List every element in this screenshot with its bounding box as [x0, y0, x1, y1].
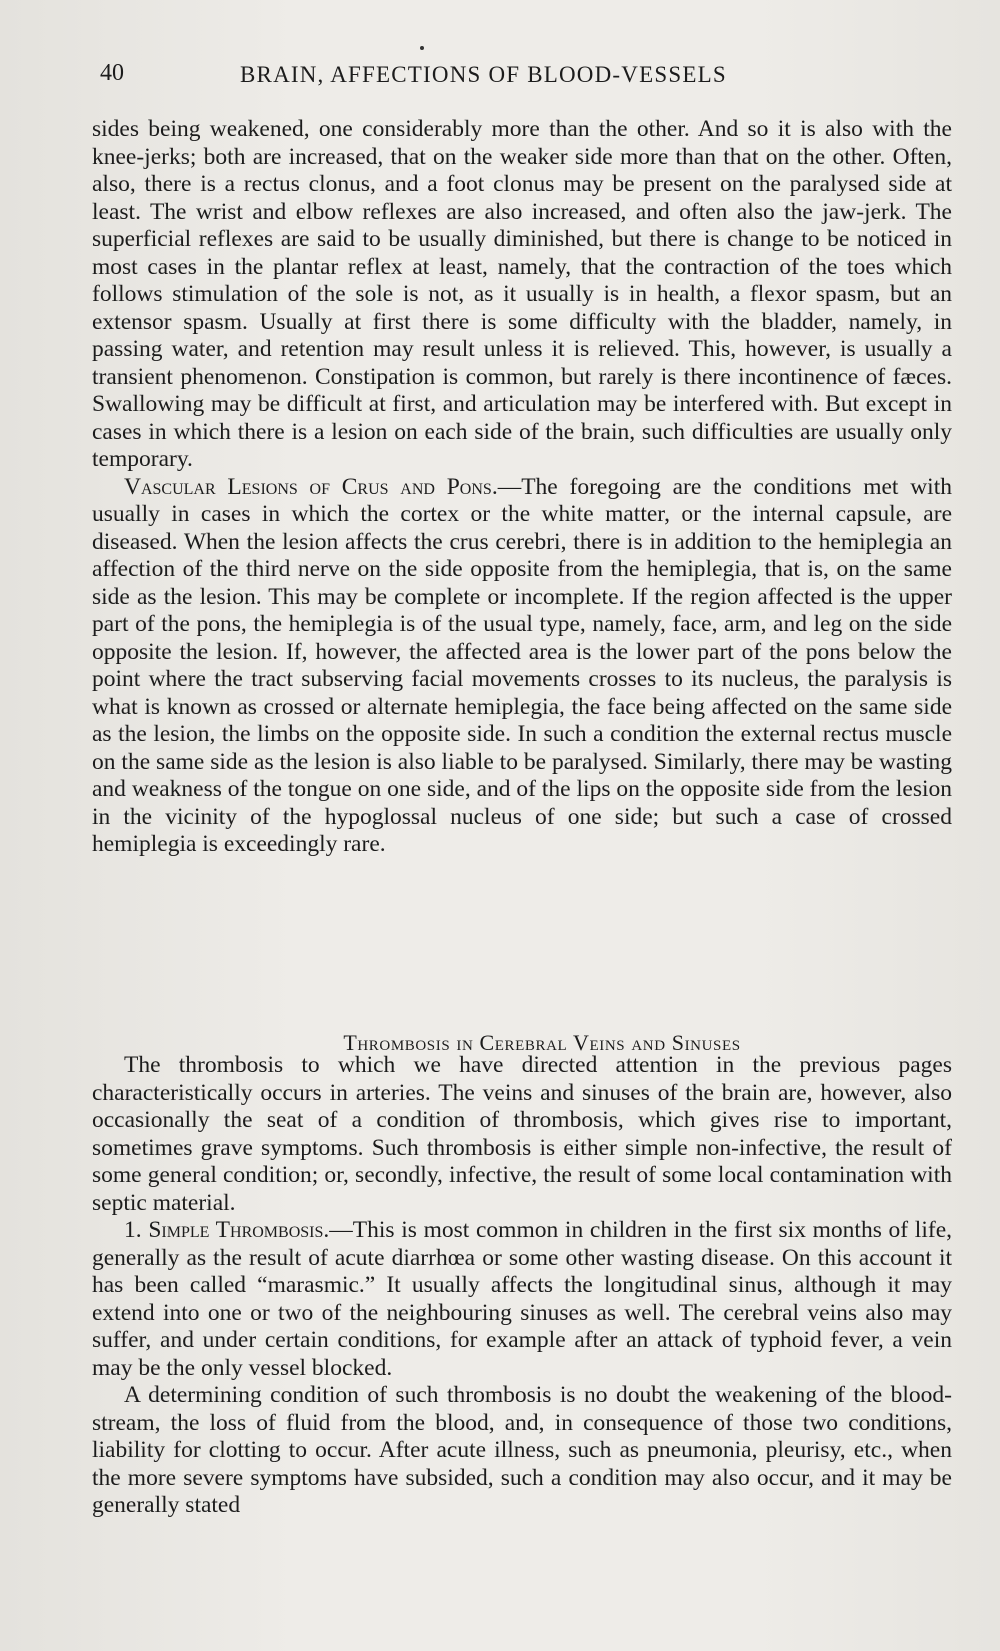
paragraph-reflexes: sides being weakened, one considerably more than the other. And so it is also with the knee-jerks; both are increased, that on the weaker side more than that on the other. Often, also, there is a rectus clonus, and a foot clonus may be present on the paralysed side at least. The wrist and elbow reflexes are also increased, and often also the jaw-jerk. The superficial reflexes are said to be usually diminished, but there is change to be noticed in most cases in the plantar reflex at least, namely, that the contraction of the toes which follows stimulation of the sole is not, as it usually is in health, a flexor spasm, but an extensor spasm. Usually at first there is some difficulty with the bladder, namely, in passing water, and retention may result unless it is relieved. This, however, is usually a transient phenomenon. Constipation is common, but rarely is there incontinence of fæces. Swallowing may be difficult at first, and articulation may be interfered with. But except in cases in which there is a lesion on each side of the brain, such difficulties are usually only temporary. [92, 116, 952, 472]
paragraph-lead-vascular-lesions: Vascular Lesions of Crus and Pons. [124, 473, 498, 500]
page-header [100, 60, 860, 100]
paragraph-crus-pons [92, 474, 952, 859]
printer-mark [420, 46, 424, 50]
paragraph-thrombosis-intro: The thrombosis to which we have directed attention in the previous pages characteristically occurs in arteries. The veins and sinuses of the brain are, however, also occasionally the seat of a condition of thrombosis, which gives rise to important, sometimes grave symptoms. Such thrombosis is either simple non-infective, the result of some general condition; or, secondly, infective, the result of some local contamination with septic material. [92, 1052, 952, 1216]
paragraph-simple-thrombosis-body: —This is most common in children in the first six months of life, generally as the result of acute diarrhœa or some other wasting disease. On this account it has been called “marasmic.” It usually affects the longitudinal sinus, although it may extend into one or two of the neighbouring sinuses as well. The cerebral veins also may suffer, and under certain conditions, for example after an attack of typhoid fever, a vein may be the only vessel blocked. [92, 1217, 952, 1381]
text-block-lower [92, 1052, 952, 1520]
paragraph-lead-simple-thrombosis: 1. Simple Thrombosis. [124, 1217, 330, 1243]
paragraph-determining-condition: A determining condition of such thrombosis is no doubt the weakening of the blood-stream, the loss of fluid from the blood, and, in consequence of those two conditions, liability for clotting to occur. After acute illness, such as pneumonia, pleurisy, etc., when the more severe symptoms have subsided, such a condition may also occur, and it may be generally stated [92, 1382, 952, 1518]
paragraph-simple-thrombosis [92, 1217, 952, 1382]
section-heading-text: Thrombosis in Cerebral Veins and Sinuses [343, 1030, 741, 1055]
text-block-upper [92, 116, 952, 859]
paragraph-crus-pons-body: —The foregoing are the conditions met with usually in cases in which the cortex or the white matter, or the internal capsule, are diseased. When the lesion affects the crus cerebri, there is in addition to the hemiplegia an affection of the third nerve on the side opposite from the hemiplegia, that is, on the same side as the lesion. This may be complete or incomplete. If the region affected is the upper part of the pons, the hemiplegia is of the usual type, namely, face, arm, and leg on the side opposite the lesion. If, however, the affected area is the lower part of the pons below the point where the tract subserving facial movements crosses to its nucleus, the paralysis is what is known as crossed or alternate hemiplegia, the face being affected on the same side as the lesion, the limbs on the opposite side. In such a condition the external rectus muscle on the same side as the lesion is also liable to be paralysed. Similarly, there may be wasting and weakness of the tongue on one side, and of the lips on the opposite side from the lesion in the vicinity of the hypoglossal nucleus of one side; but such a case of crossed hemiplegia is exceedingly rare. [92, 473, 952, 857]
running-head: BRAIN, AFFECTIONS OF BLOOD-VESSELS [240, 62, 727, 87]
page-number: 40 [100, 60, 124, 86]
